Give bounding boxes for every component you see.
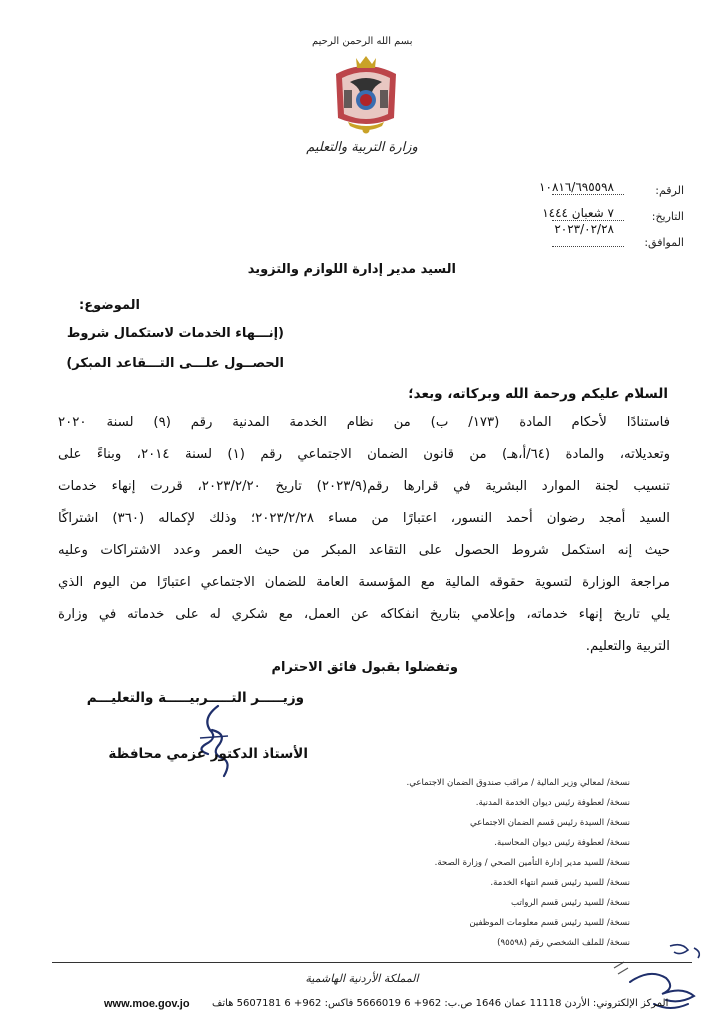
closing-line: وتفضلوا بقبول فائق الاحترام bbox=[271, 660, 458, 675]
body-line: التربية والتعليم. bbox=[585, 639, 670, 654]
body-line: مراجعة الوزارة لتسوية حقوقه المالية مع المؤسسة العامة للضمان الاجتماعي اعتبارًا من اليوم الذي bbox=[58, 575, 670, 590]
subject-line-1: (إنـــهاء الخدمات لاستكمال شروط bbox=[66, 326, 284, 341]
cc-item: نسخة/ السيدة رئيس قسم الضمان الاجتماعي bbox=[469, 818, 630, 828]
footer-kingdom: المملكة الأردنية الهاشمية bbox=[305, 972, 419, 985]
greeting: السلام عليكم ورحمة الله وبركاته، وبعد؛ bbox=[408, 386, 668, 402]
reference-value: ١٠٨١٦/٦٩٥٥٩٨ bbox=[539, 180, 614, 194]
date-value: ٧ شعبان ١٤٤٤ bbox=[542, 206, 614, 220]
corresponding-label: الموافق: bbox=[644, 236, 684, 249]
website-link[interactable]: www.moe.gov.jo bbox=[104, 998, 190, 1010]
body-line: وتعديلاته، والمادة (٦٤/أ،هـ) من قانون الضمان الاجتماعي رقم (١) لسنة ٢٠١٤، وبناءً على bbox=[58, 447, 670, 462]
cc-item: نسخة/ للملف الشخصي رقم (٩٥٥٩٨) bbox=[497, 938, 630, 948]
body-line: السيد أمجد رضوان أحمد النسور، اعتبارًا من مساء ٢٠٢٣/٢/٢٨؛ وذلك لإكماله (٣٦٠) اشتراكًا bbox=[58, 511, 670, 526]
basmala: بسم الله الرحمن الرحيم bbox=[312, 36, 413, 47]
subject-line-2: الحصــول علـــى التـــقاعد المبكر) bbox=[66, 356, 284, 371]
reference-number-row bbox=[424, 180, 684, 200]
cc-item: نسخة/ للسيد مدير إدارة التأمين الصحي / وزارة الصحة. bbox=[434, 858, 630, 868]
cc-item: نسخة/ للسيد رئيس قسم انتهاء الخدمة. bbox=[490, 878, 630, 888]
subject-label: الموضوع: bbox=[79, 298, 140, 313]
date-label: التاريخ: bbox=[651, 210, 684, 223]
body-line: تنسيب لجنة الموارد البشرية في قرارها رقم(٢٠٢٣/٩) تاريخ ٢٠٢٣/٢/٢٠، قررت إنهاء خدمات bbox=[58, 479, 670, 494]
signatory-name: الأستاذ الدكتور عزمي محافظة bbox=[108, 746, 308, 762]
corresponding-date-row bbox=[424, 222, 684, 252]
dotted-line bbox=[552, 220, 624, 221]
cc-item: نسخة/ لعطوفة رئيس ديوان المحاسبة. bbox=[494, 838, 630, 848]
body-line: يلي تاريخ إنهاء خدماته، وإعلامي بتاريخ انفكاكه عن العمل، مع شكري له على خدماته في وزارة bbox=[58, 607, 670, 622]
addressee: السيد مدير إدارة اللوازم والتزويد bbox=[247, 262, 456, 277]
cc-item: نسخة/ للسيد رئيس قسم معلومات الموظفين bbox=[469, 918, 630, 928]
cc-item: نسخة/ للسيد رئيس قسم الرواتب bbox=[511, 898, 630, 908]
footer-contact-info: المركز الإلكتروني: الأردن 11118 عمان 1646 ص.ب: 962+ 6 5666019 فاكس: 962+ 6 5607181 هاتف bbox=[212, 998, 669, 1009]
ministry-name: وزارة التربية والتعليم bbox=[306, 140, 418, 155]
cc-item: نسخة/ لمعالي وزير المالية / مراقب صندوق الضمان الاجتماعي. bbox=[406, 778, 630, 788]
dotted-line bbox=[552, 194, 624, 195]
coat-of-arms-icon bbox=[328, 52, 404, 136]
reference-label: الرقم: bbox=[655, 184, 684, 197]
cc-item: نسخة/ لعطوفة رئيس ديوان الخدمة المدنية. bbox=[475, 798, 630, 808]
body-line: حيث إنه استكمل شروط الحصول على التقاعد المبكر من حيث العمر وعدد الاشتراكات وعليه bbox=[58, 543, 670, 558]
corresponding-value: ٢٠٢٣/٠٢/٢٨ bbox=[554, 222, 614, 236]
handwritten-signature bbox=[188, 700, 244, 780]
footer-divider bbox=[52, 962, 692, 963]
signature-title: وزيـــــر التـــــربيـــــة والتعليـــم bbox=[86, 690, 304, 706]
body-line: فاستنادًا لأحكام المادة (١٧٣/ ب) من نظام الخدمة المدنية رقم (٩) لسنة ٢٠٢٠ bbox=[58, 415, 670, 430]
dotted-line bbox=[552, 246, 624, 247]
